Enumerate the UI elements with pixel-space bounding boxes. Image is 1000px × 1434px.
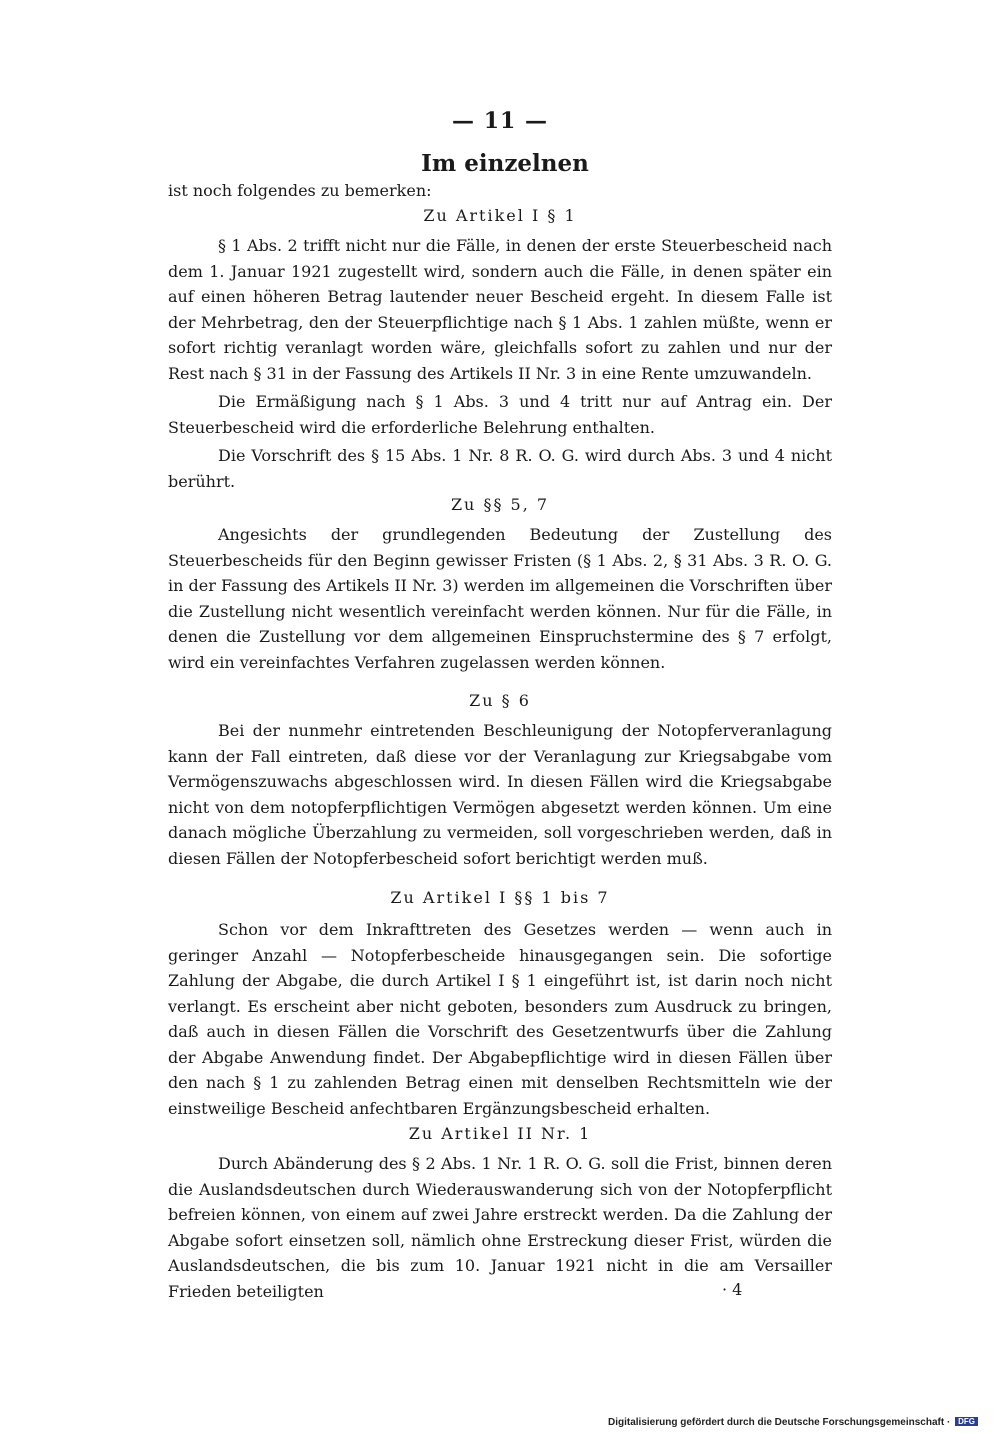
section-heading: Zu Artikel I §§ 1 bis 7 xyxy=(390,888,610,907)
footer-text: Digitalisierung gefördert durch die Deutsche Forschungsgemeinschaft · xyxy=(608,1417,951,1428)
section-body xyxy=(168,233,832,494)
section-body xyxy=(168,718,832,871)
section-body xyxy=(168,917,832,1121)
page-title: Im einzelnen xyxy=(421,150,589,177)
section-heading: Zu Artikel II Nr. 1 xyxy=(408,1124,592,1143)
paragraph: Durch Abänderung des § 2 Abs. 1 Nr. 1 R. O. G. soll die Frist, binnen deren die Auslandsdeutschen durch Wiederauswanderung sich von der Notopferpflicht befreien können, von einem auf zwei Jahre erstreckt werden. Da die Zahlung der Abgabe sofort einsetzen soll, nämlich ohne Erstreckung dieser Frist, würden die Auslandsdeutschen, die bis zum 10. Januar 1921 nicht in die am Versailler Frieden beteiligten xyxy=(168,1154,832,1301)
section-body xyxy=(168,522,832,675)
signature-mark: · 4 xyxy=(722,1280,743,1299)
section-heading: Zu §§ 5, 7 xyxy=(450,495,550,514)
paragraph: § 1 Abs. 2 trifft nicht nur die Fälle, in denen der erste Steuerbescheid nach dem 1. Januar 1921 zugestellt wird, sondern auch die Fälle, in denen später ein auf einen höheren Betrag lautender neuer Bescheid ergeht. In diesem Falle ist der Mehrbetrag, den der Steuerpflichtige nach § 1 Abs. 1 zahlen müßte, wenn er sofort richtig veranlagt worden wäre, gleichfalls sofort zu zahlen und nur der Rest nach § 31 in der Fassung des Artikels II Nr. 3 in eine Rente umzuwandeln. xyxy=(168,236,832,383)
paragraph: Schon vor dem Inkrafttreten des Gesetzes werden — wenn auch in geringer Anzahl — Notopferbescheide hinausgegangen sein. Die sofortige Zahlung der Abgabe, die durch Artikel I § 1 eingeführt ist, ist darin noch nicht verlangt. Es erscheint aber nicht geboten, besonders zum Ausdruck zu bringen, daß auch in diesen Fällen die Vorschrift des Gesetzentwurfs über die Zahlung der Abgabe Anwendung findet. Der Abgabepflichtige wird in diesen Fällen über den nach § 1 zu zahlenden Betrag einen mit denselben Rechtsmitteln wie der einstweilige Bescheid anfechtbaren Ergänzungsbescheid erhalten. xyxy=(168,920,832,1118)
paragraph: Bei der nunmehr eintretenden Beschleunigung der Notopferveranlagung kann der Fall eintreten, daß diese vor der Veranlagung zur Kriegsabgabe vom Vermögenszuwachs abgeschlossen wird. In diesen Fällen wird die Kriegsabgabe nicht von dem notopferpflichtigen Vermögen abgesetzt werden können. Um eine danach mögliche Überzahlung zu vermeiden, soll vorgeschrieben werden, daß in diesen Fällen der Notopferbescheid sofort berichtigt werden muß. xyxy=(168,721,832,868)
paragraph: Die Ermäßigung nach § 1 Abs. 3 und 4 tritt nur auf Antrag ein. Der Steuerbescheid wird die erforderliche Belehrung enthalten. xyxy=(168,392,832,437)
digitization-footer xyxy=(608,1417,978,1428)
dfg-logo: DFG xyxy=(955,1417,978,1426)
section-heading: Zu Artikel I § 1 xyxy=(423,206,577,225)
page-number: — 11 — xyxy=(452,108,548,134)
paragraph: Die Vorschrift des § 15 Abs. 1 Nr. 8 R. O. G. wird durch Abs. 3 und 4 nicht berührt. xyxy=(168,446,832,491)
paragraph: Angesichts der grundlegenden Bedeutung der Zustellung des Steuerbescheids für den Beginn gewisser Fristen (§ 1 Abs. 2, § 31 Abs. 3 R. O. G. in der Fassung des Artikels II Nr. 3) werden im allgemeinen die Vorschriften über die Zustellung nicht wesentlich vereinfacht werden können. Nur für die Fälle, in denen die Zustellung vor dem allgemeinen Einspruchstermine des § 7 erfolgt, wird ein vereinfachtes Verfahren zugelassen werden können. xyxy=(168,525,832,672)
lead-line: ist noch folgendes zu bemerken: xyxy=(168,181,432,200)
section-heading: Zu § 6 xyxy=(469,691,531,710)
